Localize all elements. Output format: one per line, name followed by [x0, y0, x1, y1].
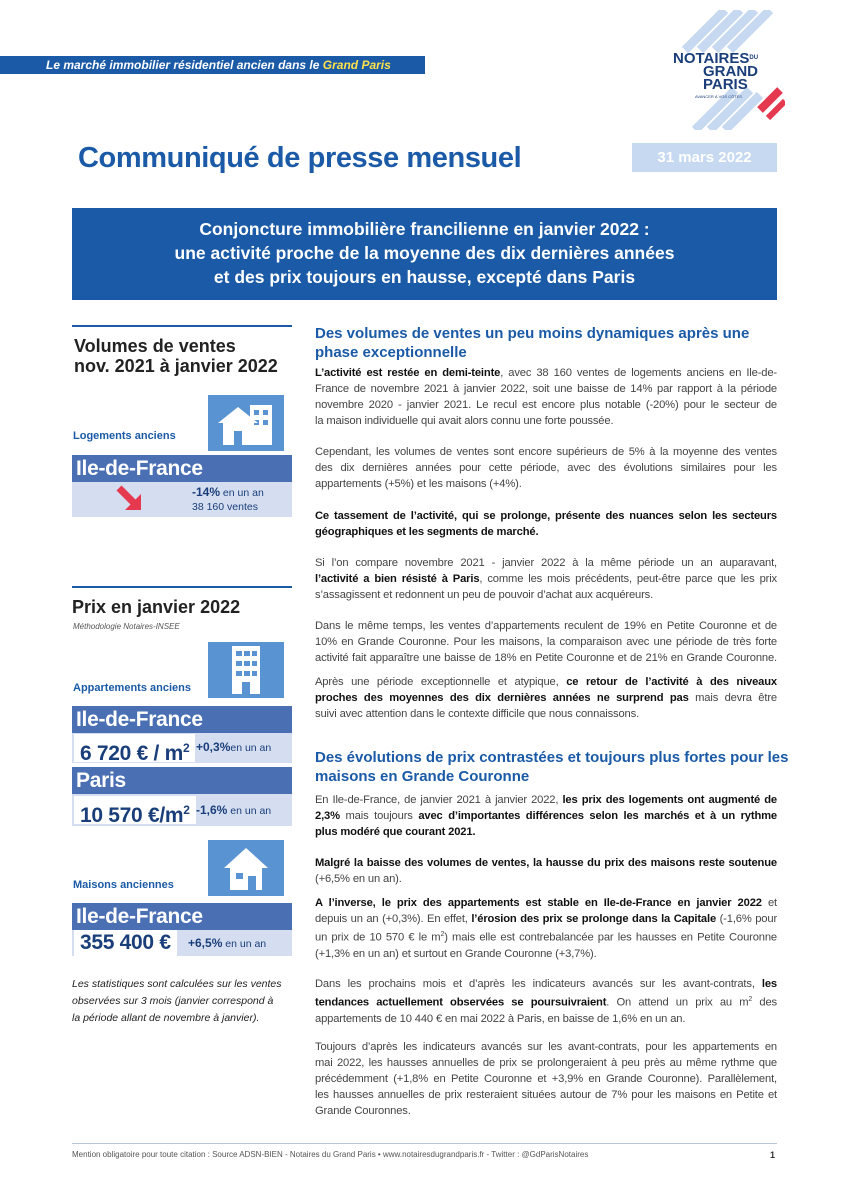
page-title: Communiqué de presse mensuel: [78, 142, 522, 174]
volumes-title: Volumes de ventes nov. 2021 à janvier 2022: [74, 336, 278, 376]
apartments-paris-delta: -1,6% en un an: [196, 803, 272, 817]
apartments-paris-value: 10 570 $€/m^2$: [74, 796, 196, 824]
houses-label: Maisons anciennes: [73, 879, 174, 891]
headline-line: et des prix toujours en hausse, excepté dans Paris: [213, 267, 636, 287]
section1-paragraph-2: Cependant, les volumes de ventes sont encore supérieurs de 5% à la moyenne des ventes des dix dernières années pour cette période, avec des évolutions similaires pour les appartements (+5%) et les maisons (+4%).: [315, 446, 777, 491]
header-band-highlight: Grand Paris: [322, 58, 391, 72]
volumes-label: Logements anciens: [73, 430, 176, 442]
page-number: 1: [770, 1150, 776, 1160]
apartments-label: Appartements anciens: [73, 682, 191, 694]
section1-paragraph-6: Après une période exceptionnelle et atypique, ce retour de l’activité à des niveaux proches des moyennes des dix dernières années ne surprend pas mais devra être suivi avec attention dans le contexte difficile que nous connaissons.: [315, 676, 777, 721]
apartments-idf-region: Ile-de-France: [72, 706, 292, 733]
houses-idf-region: Ile-de-France: [72, 903, 292, 930]
section2-paragraph-1: En Ile-de-France, de janvier 2021 à janvier 2022, les prix des logements ont augmenté de 2,3% mais toujours avec d’importantes différences selon les marchés et à un rythme plus modéré que courant 2021.: [315, 794, 777, 839]
section1-heading: Des volumes de ventes un peu moins dynamiques après une phase exceptionnelle: [315, 325, 750, 361]
logo-tagline: AVANCER À VOS CÔTÉS: [695, 94, 742, 99]
volumes-count: 38 160 ventes: [192, 501, 258, 513]
volumes-region: Ile-de-France: [72, 455, 292, 482]
house-building-icon: [208, 395, 284, 451]
header-band: [0, 56, 425, 74]
logo-text: $NOTAIRES^{DU}$ GRAND PARIS: [673, 50, 759, 93]
section1-paragraph-5: Dans le même temps, les ventes d’appartements reculent de 19% en Petite Couronne et de 10% en Grande Couronne. Pour les maisons, la comparaison avec une période de très forte activité fait apparaître une baisse de 18% en Petite Couronne et de 21% en Grande Couronne.: [315, 620, 777, 665]
house-icon: [208, 840, 284, 896]
volumes-delta: -14% en un an: [192, 485, 264, 499]
prices-title: Prix en janvier 2022: [72, 597, 241, 617]
footer-rule: [72, 1143, 777, 1144]
section2-heading: Des évolutions de prix contrastées et toujours plus fortes pour les maisons en Grande Couronne: [315, 749, 789, 785]
headline-box: [72, 208, 777, 300]
apartment-building-icon: [208, 642, 284, 698]
section2-paragraph-4: Dans les prochains mois et d’après les indicateurs avancés sur les avant-contrats, les tendances actuellement observées se poursuivraient. On attend un prix au $m^2$ des appartements de 10 440 € en mai 2022 à Paris, en baisse de 1,6% en un an.: [315, 978, 777, 1025]
notaires-logo: [665, 10, 785, 130]
apartments-paris-region: Paris: [72, 767, 292, 794]
headline-line: Conjoncture immobilière francilienne en janvier 2022 :: [199, 219, 650, 239]
houses-idf-delta: +6,5% en un an: [188, 936, 267, 950]
left-note: Les statistiques sont calculées sur les ventes observées sur 3 mois (janvier correspond à la période allant de novembre à janvier).: [72, 978, 282, 1024]
date-badge: 31 mars 2022: [632, 143, 777, 172]
headline-line: une activité proche de la moyenne des dix dernières années: [174, 243, 675, 263]
apartments-idf-delta: +0,3%en un an: [196, 740, 272, 754]
volumes-rule: [72, 325, 292, 327]
houses-idf-value: 355 400 €: [74, 930, 177, 956]
section1-paragraph-4: Si l’on compare novembre 2021 - janvier 2022 à la même période un an auparavant, l’activité a bien résisté à Paris, comme les mois précédents, peut-être parce que les prix s’assagissent et redonnent un peu de pouvoir d’achat aux acquéreurs.: [315, 557, 777, 602]
section1-paragraph-1: L’activité est restée en demi-teinte, avec 38 160 ventes de logements anciens en Ile-de- France de novembre 2021 à janvier 2022, soit une baisse de 14% par rapport à la période novembre 2020 - janvier 2021. Le recul est encore plus notable (-20%) pour le secteur de la maison individuelle qui avait alors connu une forte poussée.: [315, 367, 777, 428]
methodology-note: Méthodologie Notaires-INSEE: [73, 622, 180, 631]
arrow-down-right-icon: [113, 484, 145, 517]
apartments-idf-value: 6 720 € / $m^2$: [74, 734, 195, 762]
section1-paragraph-3: Ce tassement de l’activité, qui se prolonge, présente des nuances selon les secteurs géographiques et les segments de marché.: [315, 510, 777, 539]
section2-paragraph-2: Malgré la baisse des volumes de ventes, la hausse du prix des maisons reste soutenue (+6,5% en un an).: [315, 857, 777, 886]
footer-text: Mention obligatoire pour toute citation : Source ADSN-BIEN - Notaires du Grand Paris • www.notairesdugrandparis.fr - Twitter : @GdParisNotaires: [72, 1150, 589, 1159]
header-band-text: Le marché immobilier résidentiel ancien dans le: [46, 58, 323, 72]
section2-paragraph-5: Toujours d’après les indicateurs avancés sur les avant-contrats, pour les appartements en mai 2022, les hausses annuelles de prix se prolongeraient à peu près au même rythme que précédemment (+1,8% en Petite Couronne et +3,9% en Grande Couronne). Parallèlement, les hausses annuelles de prix resteraient situées autour de 7% pour les maisons en Petite et Grande Couronnes.: [315, 1041, 777, 1118]
section2-paragraph-3: A l’inverse, le prix des appartements est stable en Ile-de-France en janvier 2022 et depuis un an (+0,3%). En effet, l’érosion des prix se prolonge dans la Capitale (-1,6% pour un prix de 10 570 € le $m^2$) mais elle est contrebalancée par les hausses en Petite Couronne (+1,3% en un an) et surtout en Grande Couronne (+3,7%).: [315, 897, 777, 961]
prices-rule: [72, 586, 292, 588]
